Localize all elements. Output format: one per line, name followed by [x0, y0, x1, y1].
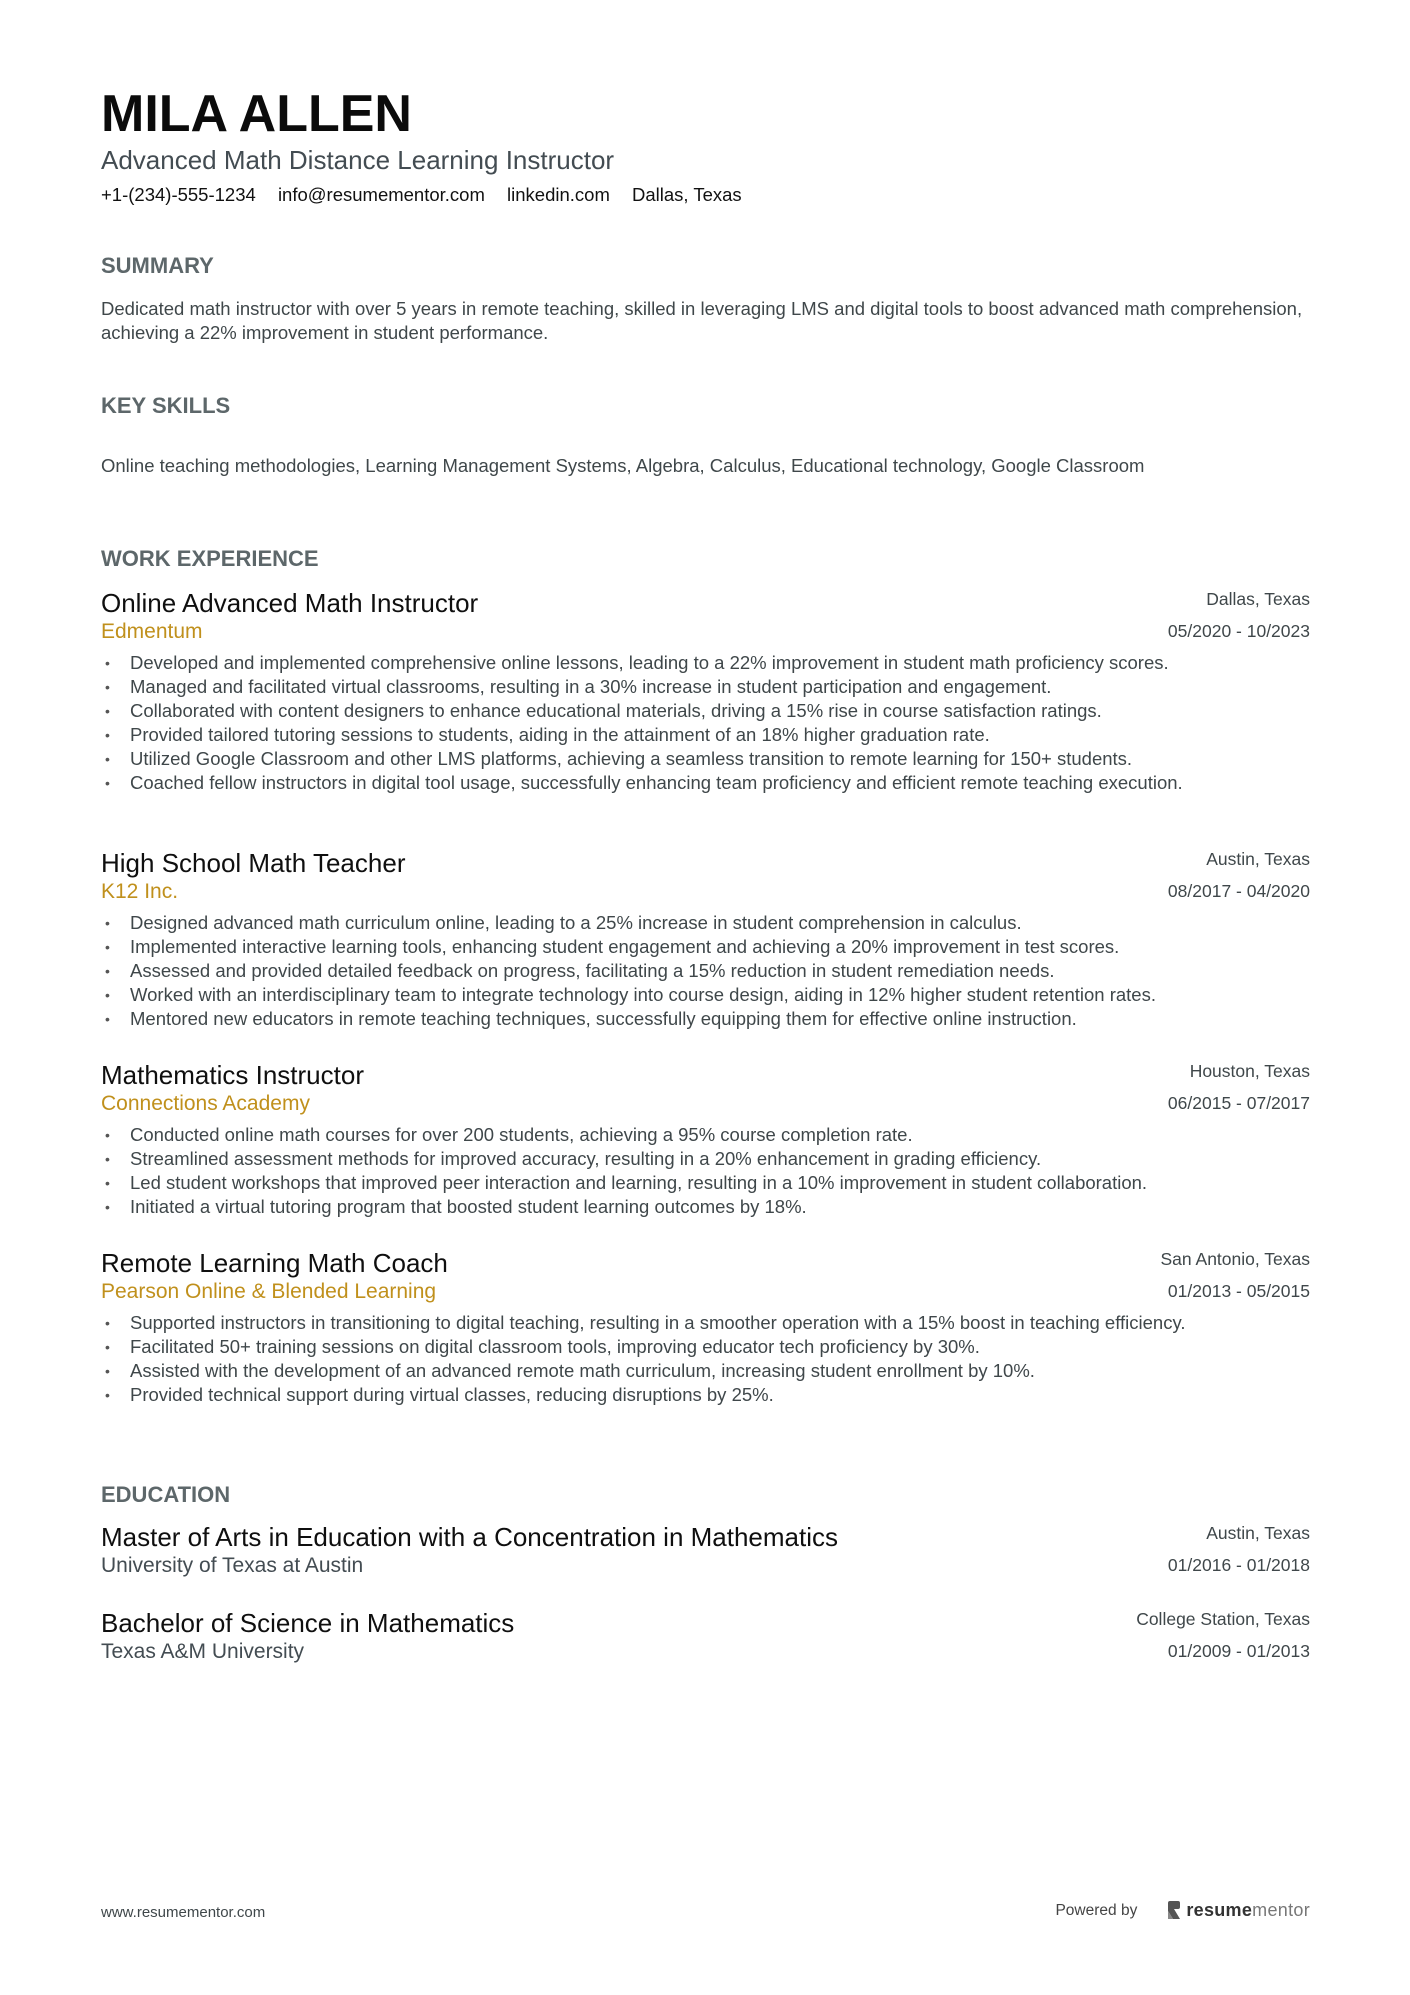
bullet-item: • Designed advanced math curriculum online, leading to a 25% increase in student comprehension in calculus.	[105, 912, 1022, 933]
job-title: Online Advanced Math Instructor	[101, 588, 479, 618]
bullet-dot-icon: •	[105, 1151, 110, 1167]
bullet-dot-icon: •	[105, 939, 110, 955]
bullet-dot-icon: •	[105, 987, 110, 1003]
bullet-dot-icon: •	[105, 1127, 110, 1143]
footer-website-link[interactable]: www.resumementor.com	[101, 1904, 266, 1921]
bullet-dot-icon: •	[105, 1175, 110, 1191]
work-experience-heading: WORK EXPERIENCE	[101, 546, 319, 571]
bullet-dot-icon: •	[105, 1387, 110, 1403]
summary-heading: SUMMARY	[101, 253, 214, 278]
job-bullets	[101, 911, 1310, 1031]
job-company: K12 Inc.	[101, 880, 179, 903]
job-title: Remote Learning Math Coach	[101, 1248, 448, 1278]
job-dates: 05/2020 - 10/2023	[1167, 621, 1310, 641]
bullet-item: • Worked with an interdisciplinary team to integrate technology into course design, aiding in 12% higher student retention rates.	[105, 984, 1156, 1005]
bullet-item: • Provided technical support during virtual classes, reducing disruptions by 25%.	[105, 1384, 774, 1405]
resumementor-logo-icon	[1167, 1901, 1180, 1920]
school-name: Texas A&M University	[101, 1640, 305, 1663]
job-bullets	[101, 1311, 1310, 1407]
job-title: Mathematics Instructor	[101, 1060, 364, 1090]
contact-email: info@resumementor.com	[277, 184, 485, 205]
bullet-item: • Initiated a virtual tutoring program that boosted student learning outcomes by 18%.	[105, 1196, 807, 1217]
bullet-dot-icon: •	[105, 1011, 110, 1027]
bullet-item: • Streamlined assessment methods for improved accuracy, resulting in a 20% enhancement in grading efficiency.	[105, 1148, 1042, 1169]
bullet-item: • Utilized Google Classroom and other LMS platforms, achieving a seamless transition to remote learning for 150+ students.	[105, 748, 1133, 769]
education-location: College Station, Texas	[1136, 1609, 1310, 1629]
job-company: Connections Academy	[101, 1092, 310, 1115]
bullet-dot-icon: •	[105, 1363, 110, 1379]
job-dates: 01/2013 - 05/2015	[1167, 1281, 1310, 1301]
bullet-item: • Collaborated with content designers to enhance educational materials, driving a 15% rise in course satisfaction ratings.	[105, 700, 1102, 721]
job-location: Austin, Texas	[1206, 849, 1310, 869]
job-company: Pearson Online & Blended Learning	[101, 1280, 437, 1303]
bullet-dot-icon: •	[105, 1339, 110, 1355]
bullet-item: • Coached fellow instructors in digital tool usage, successfully enhancing team proficiency and efficient remote teaching execution.	[105, 772, 1183, 793]
job-title: High School Math Teacher	[101, 848, 406, 878]
bullet-item: • Developed and implemented comprehensive online lessons, leading to a 22% improvement in student math proficiency scores.	[105, 652, 1169, 673]
skills-heading: KEY SKILLS	[101, 393, 231, 418]
logo-wordmark: resumementor	[1186, 1900, 1310, 1920]
job-bullets	[101, 651, 1310, 795]
contact-phone: +1-(234)-555-1234	[101, 184, 256, 205]
bullet-item: • Assisted with the development of an advanced remote math curriculum, increasing student enrollment by 10%.	[105, 1360, 1035, 1381]
bullet-dot-icon: •	[105, 963, 110, 979]
job-dates: 08/2017 - 04/2020	[1167, 881, 1310, 901]
bullet-item: • Assessed and provided detailed feedback on progress, facilitating a 15% reduction in student remediation needs.	[105, 960, 1055, 981]
job-company: Edmentum	[101, 620, 203, 643]
candidate-title: Advanced Math Distance Learning Instructor	[101, 145, 615, 175]
resumementor-logo[interactable]	[1167, 1900, 1310, 1921]
bullet-item: • Mentored new educators in remote teaching techniques, successfully equipping them for effective online instruction.	[105, 1008, 1077, 1029]
bullet-dot-icon: •	[105, 1315, 110, 1331]
skills-text: Online teaching methodologies, Learning Management Systems, Algebra, Calculus, Educational technology, Google Classroom	[101, 455, 1145, 476]
job-location: Dallas, Texas	[1206, 589, 1310, 609]
bullet-item: • Supported instructors in transitioning to digital teaching, resulting in a smoother operation with a 15% boost in teaching efficiency.	[105, 1312, 1186, 1333]
education-dates: 01/2016 - 01/2018	[1167, 1555, 1310, 1575]
degree-title: Master of Arts in Education with a Concentration in Mathematics	[101, 1522, 839, 1552]
bullet-item: • Conducted online math courses for over 200 students, achieving a 95% course completion rate.	[105, 1124, 913, 1145]
job-dates: 06/2015 - 07/2017	[1167, 1093, 1310, 1113]
contact-location: Dallas, Texas	[632, 184, 742, 205]
degree-title: Bachelor of Science in Mathematics	[101, 1608, 515, 1638]
contact-line	[101, 183, 759, 207]
contact-linkedin: linkedin.com	[507, 184, 610, 205]
bullet-dot-icon: •	[105, 655, 110, 671]
bullet-item: • Facilitated 50+ training sessions on digital classroom tools, improving educator tech proficiency by 30%.	[105, 1336, 980, 1357]
education-location: Austin, Texas	[1206, 1523, 1310, 1543]
bullet-dot-icon: •	[105, 915, 110, 931]
bullet-dot-icon: •	[105, 679, 110, 695]
job-location: San Antonio, Texas	[1160, 1249, 1310, 1269]
bullet-dot-icon: •	[105, 775, 110, 791]
school-name: University of Texas at Austin	[101, 1554, 364, 1577]
education-dates: 01/2009 - 01/2013	[1167, 1641, 1310, 1661]
job-bullets	[101, 1123, 1310, 1219]
education-heading: EDUCATION	[101, 1482, 231, 1507]
summary-text: Dedicated math instructor with over 5 years in remote teaching, skilled in leveraging LMS and digital tools to boost advanced math comprehension, achieving a 22% improvement in student performance.	[101, 298, 1303, 343]
bullet-dot-icon: •	[105, 1199, 110, 1215]
job-location: Houston, Texas	[1189, 1061, 1310, 1081]
bullet-dot-icon: •	[105, 703, 110, 719]
bullet-item: • Provided tailored tutoring sessions to students, aiding in the attainment of an 18% higher graduation rate.	[105, 724, 990, 745]
bullet-item: • Implemented interactive learning tools, enhancing student engagement and achieving a 20% improvement in test scores.	[105, 936, 1120, 957]
bullet-item: • Managed and facilitated virtual classrooms, resulting in a 30% increase in student participation and engagement.	[105, 676, 1052, 697]
footer-branding	[1055, 1900, 1310, 1921]
bullet-dot-icon: •	[105, 751, 110, 767]
powered-by-label: Powered by	[1055, 1901, 1138, 1919]
bullet-item: • Led student workshops that improved peer interaction and learning, resulting in a 10% improvement in student collaboration.	[105, 1172, 1148, 1193]
bullet-dot-icon: •	[105, 727, 110, 743]
candidate-name: MILA ALLEN	[101, 85, 412, 143]
